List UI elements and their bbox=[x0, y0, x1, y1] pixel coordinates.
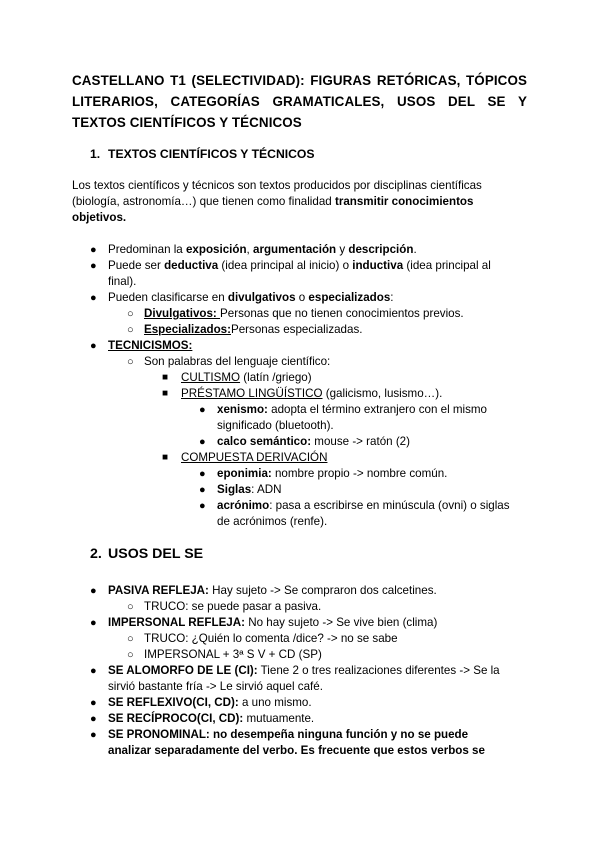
text: . bbox=[413, 243, 417, 256]
section-2-heading-text: USOS DEL SE bbox=[108, 546, 204, 562]
list-item-calco bbox=[217, 434, 410, 450]
bold-text: SE PRONOMINAL: no desempeña ninguna función y no se puede bbox=[108, 728, 469, 741]
text: mutuamente. bbox=[243, 712, 315, 725]
text: IMPERSONAL + 3ª S V + CD (SP) bbox=[144, 648, 322, 661]
text: : bbox=[390, 291, 394, 304]
text: : pasa a escribirse en minúscula (ovni) o siglas bbox=[269, 499, 510, 512]
bold-text: deductiva bbox=[164, 259, 219, 272]
text: (idea principal al inicio) o bbox=[218, 259, 353, 272]
list-item-especializados bbox=[144, 322, 362, 338]
underlined-text: COMPUESTA DERIVACIÓN bbox=[181, 451, 328, 464]
bold-text: PASIVA REFLEJA: bbox=[108, 584, 209, 597]
text: a uno mismo. bbox=[238, 696, 312, 709]
text: Son palabras del lenguaje científico: bbox=[144, 355, 331, 368]
list-item-eponimia bbox=[217, 466, 447, 482]
list-item-predominan bbox=[108, 242, 417, 258]
bold-text: acrónimo bbox=[217, 499, 270, 512]
bold-underlined-text: TECNICISMOS: bbox=[108, 339, 193, 352]
bullet-icon: ● bbox=[90, 617, 97, 629]
bold-text: Siglas bbox=[217, 483, 252, 496]
list-item-cultismo bbox=[181, 370, 312, 386]
text: Puede ser bbox=[108, 259, 165, 272]
text: : ADN bbox=[251, 483, 282, 496]
text: (galicismo, lusismo…). bbox=[322, 387, 443, 400]
text: Predominan la bbox=[108, 243, 186, 256]
bold-text: SE ALOMORFO DE LE (CI): bbox=[108, 664, 258, 677]
list-item-palabras bbox=[144, 354, 330, 370]
square-bullet-icon: ■ bbox=[162, 452, 169, 463]
circle-bullet-icon: ○ bbox=[127, 633, 134, 645]
text: TRUCO: se puede pasar a pasiva. bbox=[144, 600, 322, 613]
list-item-tecnicismos bbox=[108, 338, 192, 354]
underlined-text: CULTISMO bbox=[181, 371, 241, 384]
list-item-xenismo bbox=[217, 402, 537, 434]
list-item-siglas bbox=[217, 482, 281, 498]
bullet-icon: ● bbox=[90, 292, 97, 304]
list-item-pronominal bbox=[108, 727, 533, 759]
list-item-compuesta bbox=[181, 450, 327, 466]
text: No hay sujeto -> Se vive bien (clima) bbox=[245, 616, 438, 629]
circle-bullet-icon: ○ bbox=[127, 324, 134, 336]
circle-bullet-icon: ○ bbox=[127, 601, 134, 613]
section-1-heading-text: TEXTOS CIENTÍFICOS Y TÉCNICOS bbox=[108, 147, 315, 161]
bullet-icon: ● bbox=[90, 713, 97, 725]
bullet-icon: ● bbox=[90, 340, 97, 352]
text: Personas especializadas. bbox=[231, 323, 363, 336]
text: o bbox=[295, 291, 309, 304]
text-line-2: significado (bluetooth). bbox=[217, 419, 334, 432]
bold-text: especializados bbox=[308, 291, 391, 304]
intro-text: Los textos científicos y técnicos son textos producidos por disciplinas científicas (biología, astronomía…) que tienen como finalidad bbox=[72, 179, 482, 208]
list-item-reflexivo bbox=[108, 695, 312, 711]
list-item-reciproco bbox=[108, 711, 314, 727]
bullet-icon: ● bbox=[90, 665, 97, 677]
section-2-heading bbox=[90, 545, 203, 563]
bold-text: argumentación bbox=[253, 243, 337, 256]
bullet-icon: ● bbox=[199, 436, 206, 448]
section-1-number: 1. bbox=[90, 147, 101, 161]
bullet-icon: ● bbox=[90, 244, 97, 256]
text: Personas que no tienen conocimientos previos. bbox=[220, 307, 464, 320]
square-bullet-icon: ■ bbox=[162, 388, 169, 399]
text: (latín /griego) bbox=[240, 371, 312, 384]
text: mouse -> ratón (2) bbox=[311, 435, 410, 448]
text: Hay sujeto -> Se compraron dos calcetines. bbox=[208, 584, 437, 597]
list-item-deductiva bbox=[108, 258, 528, 290]
list-item-truco-2 bbox=[144, 631, 398, 647]
text: Tiene 2 o tres realizaciones diferentes -> Se la bbox=[257, 664, 500, 677]
list-item-truco-1 bbox=[144, 599, 321, 615]
text: y bbox=[336, 243, 349, 256]
text-line-2: de acrónimos (renfe). bbox=[217, 515, 328, 528]
section-1-heading bbox=[90, 146, 315, 162]
bold-text: inductiva bbox=[352, 259, 404, 272]
bold-text: divulgativos bbox=[227, 291, 296, 304]
intro-bold: transmitir conocimientos objetivos. bbox=[72, 195, 474, 224]
bullet-icon: ● bbox=[90, 697, 97, 709]
bullet-icon: ● bbox=[199, 404, 206, 416]
bullet-icon: ● bbox=[199, 500, 206, 512]
bullet-icon: ● bbox=[90, 260, 97, 272]
bullet-icon: ● bbox=[90, 729, 97, 741]
bold-underlined-text: Especializados: bbox=[144, 323, 231, 336]
bullet-icon: ● bbox=[90, 585, 97, 597]
square-bullet-icon: ■ bbox=[162, 372, 169, 383]
bold-text-line-2: analizar separadamente del verbo. Es frecuente que estos verbos se bbox=[108, 744, 485, 757]
bold-text: descripción bbox=[348, 243, 414, 256]
list-item-acronimo bbox=[217, 498, 537, 530]
bold-text: exposición bbox=[185, 243, 247, 256]
bold-text: calco semántico: bbox=[217, 435, 312, 448]
circle-bullet-icon: ○ bbox=[127, 308, 134, 320]
section-2-number: 2. bbox=[90, 546, 102, 562]
text: adopta el término extranjero con el mismo bbox=[267, 403, 488, 416]
bold-text: SE RECÍPROCO(CI, CD): bbox=[108, 712, 244, 725]
list-item-alomorfo bbox=[108, 663, 533, 695]
text: nombre propio -> nombre común. bbox=[271, 467, 448, 480]
bold-text: SE REFLEXIVO(CI, CD): bbox=[108, 696, 239, 709]
underlined-text: PRÉSTAMO LINGÜÍSTICO bbox=[181, 387, 323, 400]
text: , bbox=[246, 243, 253, 256]
text: (idea principal al bbox=[403, 259, 491, 272]
bold-text: xenismo: bbox=[217, 403, 268, 416]
list-item-impersonal-refleja bbox=[108, 615, 437, 631]
list-item-formula bbox=[144, 647, 322, 663]
bold-text: eponimia: bbox=[217, 467, 272, 480]
bold-underlined-text: Divulgativos: bbox=[144, 307, 221, 320]
text: Pueden clasificarse en bbox=[108, 291, 228, 304]
bold-text: IMPERSONAL REFLEJA: bbox=[108, 616, 245, 629]
document-title: CASTELLANO T1 (SELECTIVIDAD): FIGURAS RETÓRICAS, TÓPICOS LITERARIOS, CATEGORÍAS GRAMATICALES, USOS DEL SE Y TEXTOS CIENTÍFICOS Y TÉCNICOS bbox=[72, 73, 527, 130]
text: TRUCO: ¿Quién lo comenta /dice? -> no se sabe bbox=[144, 632, 398, 645]
list-item-divulgativos bbox=[144, 306, 464, 322]
list-item-prestamo bbox=[181, 386, 442, 402]
section-1-intro bbox=[72, 178, 527, 226]
bullet-icon: ● bbox=[199, 484, 206, 496]
bullet-icon: ● bbox=[199, 468, 206, 480]
list-item-pasiva-refleja bbox=[108, 583, 437, 599]
text-line-2: sirvió bastante fría -> Le sirvió aquel café. bbox=[108, 680, 323, 693]
list-item-clasificarse bbox=[108, 290, 394, 306]
circle-bullet-icon: ○ bbox=[127, 649, 134, 661]
circle-bullet-icon: ○ bbox=[127, 356, 134, 368]
text-line-2: final). bbox=[108, 275, 137, 288]
